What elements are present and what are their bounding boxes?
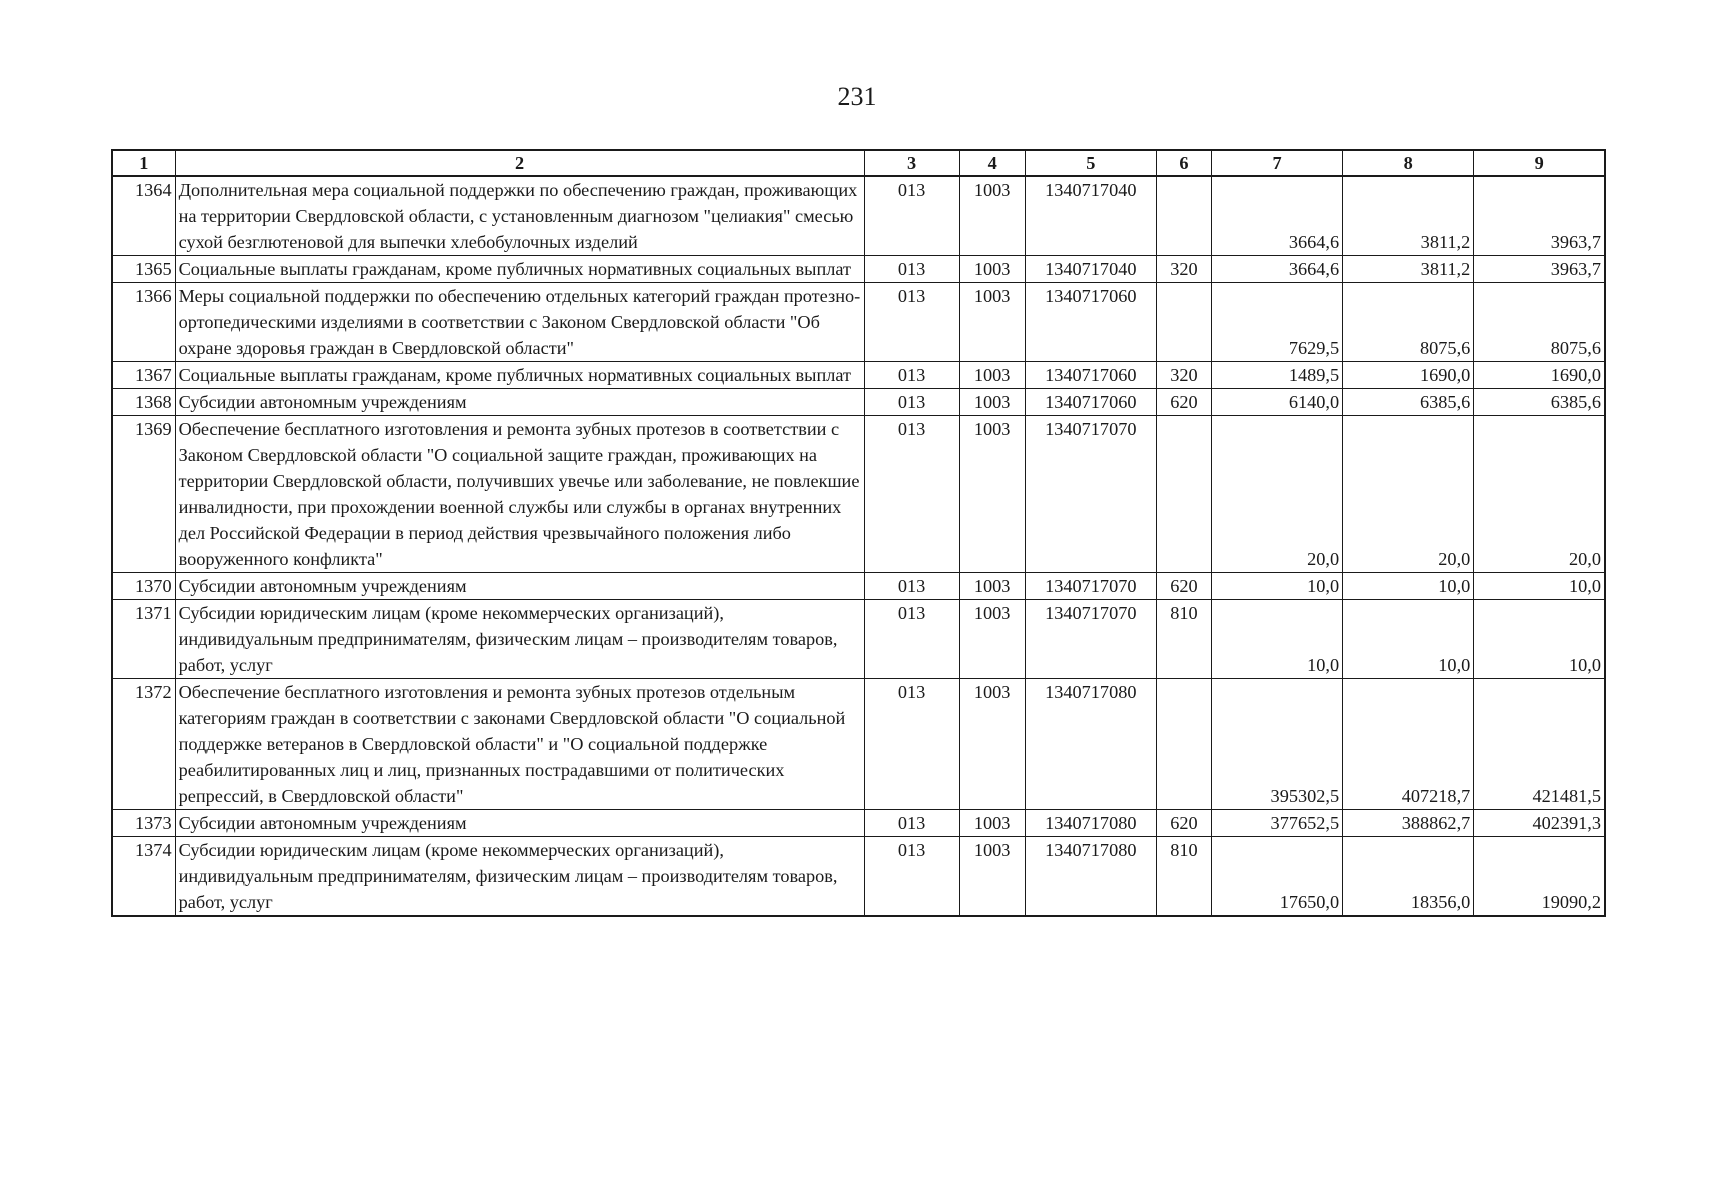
table-row bbox=[112, 283, 1605, 362]
amount-col-8: 10,0 bbox=[1343, 573, 1474, 600]
amount-col-7: 10,0 bbox=[1211, 600, 1342, 679]
row-number: 1364 bbox=[112, 176, 175, 256]
amount-col-9: 402391,3 bbox=[1474, 810, 1605, 837]
expense-type-code: 810 bbox=[1156, 837, 1211, 917]
amount-col-8: 18356,0 bbox=[1343, 837, 1474, 917]
target-article-code: 1340717040 bbox=[1025, 176, 1156, 256]
section-code: 1003 bbox=[959, 837, 1025, 917]
section-code: 1003 bbox=[959, 600, 1025, 679]
expense-type-code: 320 bbox=[1156, 256, 1211, 283]
page-number: 231 bbox=[837, 82, 877, 111]
target-article-code: 1340717080 bbox=[1025, 679, 1156, 810]
section-code: 1003 bbox=[959, 573, 1025, 600]
amount-col-7: 395302,5 bbox=[1211, 679, 1342, 810]
row-description: Обеспечение бесплатного изготовления и ремонта зубных протезов отдельным категориям граждан в соответствии с законами Свердловской области "О социальной поддержке ветеранов в Свердловской области" и "О социальной поддержке реабилитированных лиц и лиц, признанных пострадавшими от политических репрессий, в Свердловской области" bbox=[175, 679, 864, 810]
amount-col-7: 6140,0 bbox=[1211, 389, 1342, 416]
ministry-code: 013 bbox=[864, 416, 959, 573]
amount-col-9: 421481,5 bbox=[1474, 679, 1605, 810]
section-code: 1003 bbox=[959, 416, 1025, 573]
amount-col-7: 17650,0 bbox=[1211, 837, 1342, 917]
expense-type-code bbox=[1156, 416, 1211, 573]
row-description: Субсидии юридическим лицам (кроме некоммерческих организаций), индивидуальным предпринимателям, физическим лицам – производителям товаров, работ, услуг bbox=[175, 600, 864, 679]
target-article-code: 1340717070 bbox=[1025, 416, 1156, 573]
amount-col-8: 3811,2 bbox=[1343, 176, 1474, 256]
row-number: 1366 bbox=[112, 283, 175, 362]
column-header: 5 bbox=[1025, 150, 1156, 176]
expense-type-code: 620 bbox=[1156, 810, 1211, 837]
amount-col-9: 19090,2 bbox=[1474, 837, 1605, 917]
section-code: 1003 bbox=[959, 176, 1025, 256]
expense-type-code bbox=[1156, 679, 1211, 810]
amount-col-9: 10,0 bbox=[1474, 573, 1605, 600]
amount-col-8: 10,0 bbox=[1343, 600, 1474, 679]
amount-col-8: 20,0 bbox=[1343, 416, 1474, 573]
table-row bbox=[112, 256, 1605, 283]
row-number: 1365 bbox=[112, 256, 175, 283]
table-row bbox=[112, 810, 1605, 837]
ministry-code: 013 bbox=[864, 810, 959, 837]
row-description: Субсидии автономным учреждениям bbox=[175, 810, 864, 837]
column-header: 1 bbox=[112, 150, 175, 176]
row-description: Социальные выплаты гражданам, кроме публичных нормативных социальных выплат bbox=[175, 256, 864, 283]
amount-col-9: 8075,6 bbox=[1474, 283, 1605, 362]
target-article-code: 1340717080 bbox=[1025, 837, 1156, 917]
amount-col-9: 3963,7 bbox=[1474, 256, 1605, 283]
ministry-code: 013 bbox=[864, 573, 959, 600]
table-row bbox=[112, 362, 1605, 389]
table-row bbox=[112, 573, 1605, 600]
expense-type-code bbox=[1156, 176, 1211, 256]
target-article-code: 1340717070 bbox=[1025, 600, 1156, 679]
row-description: Меры социальной поддержки по обеспечению отдельных категорий граждан протезно-ортопедическими изделиями в соответствии с Законом Свердловской области "Об охране здоровья граждан в Свердловской области" bbox=[175, 283, 864, 362]
expense-type-code: 620 bbox=[1156, 573, 1211, 600]
table-row bbox=[112, 837, 1605, 917]
amount-col-9: 3963,7 bbox=[1474, 176, 1605, 256]
target-article-code: 1340717060 bbox=[1025, 362, 1156, 389]
column-header: 8 bbox=[1343, 150, 1474, 176]
amount-col-9: 10,0 bbox=[1474, 600, 1605, 679]
row-number: 1367 bbox=[112, 362, 175, 389]
amount-col-8: 1690,0 bbox=[1343, 362, 1474, 389]
expense-type-code: 620 bbox=[1156, 389, 1211, 416]
row-number: 1374 bbox=[112, 837, 175, 917]
table-header-row bbox=[112, 150, 1605, 176]
target-article-code: 1340717070 bbox=[1025, 573, 1156, 600]
ministry-code: 013 bbox=[864, 176, 959, 256]
row-number: 1369 bbox=[112, 416, 175, 573]
row-number: 1373 bbox=[112, 810, 175, 837]
amount-col-7: 10,0 bbox=[1211, 573, 1342, 600]
row-description: Обеспечение бесплатного изготовления и ремонта зубных протезов в соответствии с Законом Свердловской области "О социальной защите граждан, проживающих на территории Свердловской области, получивших увечье или заболевание, не повлекшие инвалидности, при прохождении военной службы или службы в органах внутренних дел Российской Федерации в период действия чрезвычайного положения либо вооруженного конфликта" bbox=[175, 416, 864, 573]
section-code: 1003 bbox=[959, 389, 1025, 416]
table-row bbox=[112, 679, 1605, 810]
table-row bbox=[112, 600, 1605, 679]
section-code: 1003 bbox=[959, 679, 1025, 810]
amount-col-8: 388862,7 bbox=[1343, 810, 1474, 837]
amount-col-7: 20,0 bbox=[1211, 416, 1342, 573]
amount-col-8: 407218,7 bbox=[1343, 679, 1474, 810]
ministry-code: 013 bbox=[864, 600, 959, 679]
target-article-code: 1340717040 bbox=[1025, 256, 1156, 283]
amount-col-9: 20,0 bbox=[1474, 416, 1605, 573]
column-header: 6 bbox=[1156, 150, 1211, 176]
table-row bbox=[112, 176, 1605, 256]
target-article-code: 1340717060 bbox=[1025, 389, 1156, 416]
amount-col-7: 1489,5 bbox=[1211, 362, 1342, 389]
ministry-code: 013 bbox=[864, 679, 959, 810]
expense-type-code: 810 bbox=[1156, 600, 1211, 679]
ministry-code: 013 bbox=[864, 837, 959, 917]
section-code: 1003 bbox=[959, 283, 1025, 362]
row-description: Субсидии юридическим лицам (кроме некоммерческих организаций), индивидуальным предпринимателям, физическим лицам – производителям товаров, работ, услуг bbox=[175, 837, 864, 917]
amount-col-9: 1690,0 bbox=[1474, 362, 1605, 389]
ministry-code: 013 bbox=[864, 389, 959, 416]
ministry-code: 013 bbox=[864, 283, 959, 362]
target-article-code: 1340717080 bbox=[1025, 810, 1156, 837]
target-article-code: 1340717060 bbox=[1025, 283, 1156, 362]
amount-col-7: 3664,6 bbox=[1211, 256, 1342, 283]
expense-type-code: 320 bbox=[1156, 362, 1211, 389]
amount-col-8: 3811,2 bbox=[1343, 256, 1474, 283]
row-description: Дополнительная мера социальной поддержки по обеспечению граждан, проживающих на территории Свердловской области, с установленным диагнозом "целиакия" смесью сухой безглютеновой для выпечки хлебобулочных изделий bbox=[175, 176, 864, 256]
table-row bbox=[112, 416, 1605, 573]
section-code: 1003 bbox=[959, 810, 1025, 837]
row-number: 1371 bbox=[112, 600, 175, 679]
row-description: Субсидии автономным учреждениям bbox=[175, 573, 864, 600]
amount-col-7: 377652,5 bbox=[1211, 810, 1342, 837]
ministry-code: 013 bbox=[864, 362, 959, 389]
section-code: 1003 bbox=[959, 256, 1025, 283]
amount-col-9: 6385,6 bbox=[1474, 389, 1605, 416]
amount-col-8: 8075,6 bbox=[1343, 283, 1474, 362]
ministry-code: 013 bbox=[864, 256, 959, 283]
column-header: 2 bbox=[175, 150, 864, 176]
table-row bbox=[112, 389, 1605, 416]
column-header: 4 bbox=[959, 150, 1025, 176]
amount-col-7: 3664,6 bbox=[1211, 176, 1342, 256]
column-header: 3 bbox=[864, 150, 959, 176]
column-header: 7 bbox=[1211, 150, 1342, 176]
amount-col-8: 6385,6 bbox=[1343, 389, 1474, 416]
row-description: Социальные выплаты гражданам, кроме публичных нормативных социальных выплат bbox=[175, 362, 864, 389]
row-number: 1370 bbox=[112, 573, 175, 600]
section-code: 1003 bbox=[959, 362, 1025, 389]
row-number: 1368 bbox=[112, 389, 175, 416]
row-description: Субсидии автономным учреждениям bbox=[175, 389, 864, 416]
budget-table bbox=[111, 149, 1606, 917]
expense-type-code bbox=[1156, 283, 1211, 362]
amount-col-7: 7629,5 bbox=[1211, 283, 1342, 362]
row-number: 1372 bbox=[112, 679, 175, 810]
column-header: 9 bbox=[1474, 150, 1605, 176]
